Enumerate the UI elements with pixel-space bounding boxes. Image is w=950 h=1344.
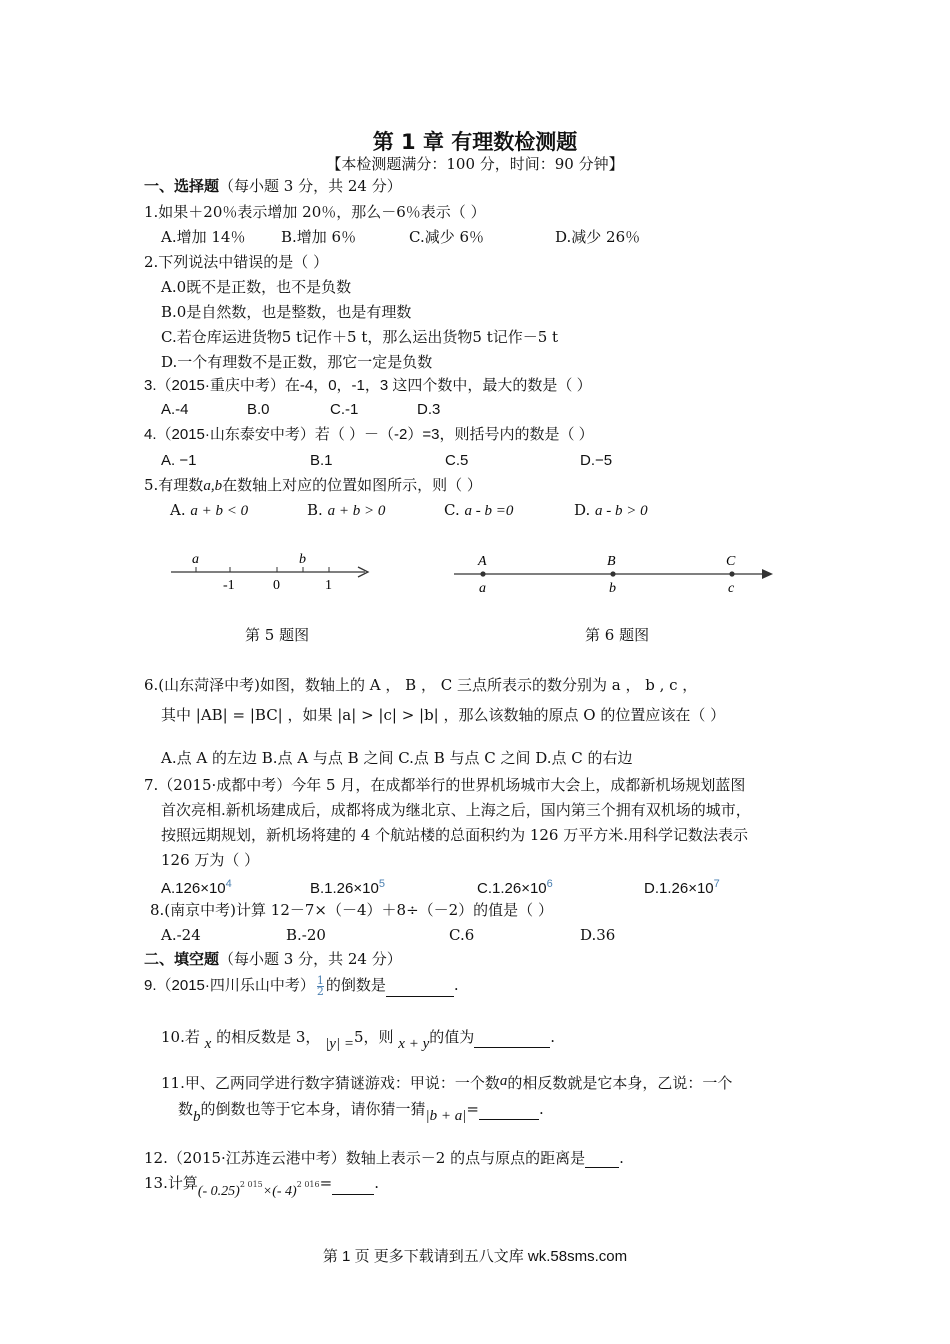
q11-l1-post: 的相反数就是它本身，乙说：一个 bbox=[507, 1074, 733, 1092]
q7-option-d-exp: 7 bbox=[713, 878, 720, 890]
q7-option-a-exp: 4 bbox=[225, 878, 232, 890]
q5-option-b-label: B. bbox=[307, 501, 323, 519]
q3-stem: 3.（2015·重庆中考）在-4，0，-1，3 这四个数中，最大的数是（ ） bbox=[144, 377, 592, 394]
section-2-note: （每小题 3 分，共 24 分） bbox=[219, 950, 402, 968]
q2-option-c: C.若仓库运进货物5 t记作＋5 t，那么运出货物5 t记作－5 t bbox=[161, 328, 559, 346]
q7-option-c-exp: 6 bbox=[546, 878, 553, 890]
q7-line-1: 7.（2015·成都中考）今年 5 月，在成都举行的世界机场城市大会上，成都新机场规划蓝图 bbox=[144, 776, 746, 794]
q11-abs: |b + a| bbox=[425, 1108, 467, 1124]
q8-option-d: D.36 bbox=[580, 926, 616, 944]
q13-mid: ×(- 4) bbox=[262, 1184, 297, 1199]
q11-answer-blank bbox=[479, 1119, 539, 1120]
q3-option-b: B.0 bbox=[247, 401, 270, 418]
q11-a: a bbox=[499, 1073, 508, 1089]
q3-option-a: A.-4 bbox=[161, 401, 189, 418]
q11-l1-pre: 11.甲、乙两同学进行数字猜谜游戏：甲说：一个数 bbox=[161, 1074, 500, 1092]
figure-6-caption: 第 6 题图 bbox=[585, 626, 650, 644]
q11-l2-pre: 数 bbox=[178, 1100, 194, 1118]
section-2-heading bbox=[144, 949, 402, 969]
fig6-label-B: B bbox=[607, 554, 616, 569]
q11-line-2: 数b的倒数也等于它本身，请你猜一猜|b + a|= . bbox=[178, 1100, 544, 1125]
q13-exp1: 2 015 bbox=[239, 1180, 263, 1189]
q9-answer-blank bbox=[386, 996, 454, 997]
q4-option-b: B.1 bbox=[310, 452, 333, 469]
q6-line-2: 其中 |AB| = |BC| ，如果 |a| > |c| > |b| ，那么该数轴的原点 O 的位置应该在（ ） bbox=[161, 706, 726, 724]
q1-stem: 1.如果＋20％表示增加 20％，那么－6％表示（ ） bbox=[144, 203, 486, 221]
q4-option-d: D.−5 bbox=[580, 452, 613, 469]
figure-6-number-line bbox=[450, 548, 780, 600]
q10-pre: 10.若 bbox=[161, 1028, 200, 1046]
q7-option-b bbox=[310, 874, 385, 899]
q7-line-3: 按照远期规划，新机场将建的 4 个航站楼的总面积约为 126 万平方米.用科学记数法表示 bbox=[161, 826, 749, 844]
q12-answer-blank bbox=[585, 1167, 619, 1168]
figure-5-caption: 第 5 题图 bbox=[245, 626, 310, 644]
q5-stem bbox=[144, 475, 482, 496]
q12-text: 12.（2015·江苏连云港中考）数轴上表示－2 的点与原点的距离是 bbox=[144, 1149, 586, 1167]
q13-answer-blank bbox=[332, 1194, 374, 1195]
q13-pre: 13.计算 bbox=[144, 1174, 198, 1192]
q10-expr: x + y bbox=[398, 1036, 430, 1052]
q13-exp2: 2 016 bbox=[296, 1180, 320, 1189]
section-1-heading bbox=[144, 176, 402, 196]
q7-option-d bbox=[644, 874, 720, 899]
page-subtitle: 【本检测题满分：100 分，时间：90 分钟】 bbox=[326, 155, 624, 173]
fig6-label-b: b bbox=[609, 581, 616, 596]
q8-stem: 8.(南京中考)计算 12－7×（－4）＋8÷（－2）的值是（ ） bbox=[150, 901, 553, 919]
q8-option-a: A.-24 bbox=[161, 926, 201, 944]
fig6-arrow-icon bbox=[762, 569, 773, 579]
q10-abs-y: |y| = bbox=[325, 1036, 354, 1052]
q6-options: A.点 A 的左边 B.点 A 与点 B 之间 C.点 B 与点 C 之间 D.点 C 的右边 bbox=[161, 749, 633, 767]
q5-option-c-label: C. bbox=[444, 501, 460, 519]
q13-post: = bbox=[319, 1174, 333, 1192]
q9-frac-den: 2 bbox=[316, 984, 324, 998]
q7-line-2: 首次亮相.新机场建成后，成都将成为继北京、上海之后，国内第三个拥有双机场的城市， bbox=[161, 801, 751, 819]
q5-option-a-expr: a + b < 0 bbox=[190, 503, 249, 519]
q13-expr1: (- 0.25) bbox=[197, 1184, 240, 1199]
q5-option-c-expr: a - b =0 bbox=[464, 503, 514, 519]
q7-option-b-exp: 5 bbox=[378, 878, 385, 890]
q11-line-1 bbox=[161, 1073, 732, 1094]
page-footer: 第 1 页 更多下载请到五八文库 wk.58sms.com bbox=[322, 1248, 628, 1265]
q3-option-d: D.3 bbox=[417, 401, 441, 418]
q9-frac-num: 1 bbox=[316, 973, 324, 987]
fig6-point-a bbox=[480, 571, 485, 576]
q1-option-d: D.减少 26％ bbox=[555, 228, 641, 246]
q10-post: 的值为 bbox=[429, 1028, 475, 1046]
q9-line: 9.（2015·四川乐山中考） $\frac{1}{2}$ 的倒数是 . bbox=[144, 973, 459, 998]
q11-l2-mid: 的倒数也等于它本身，请你猜一猜 bbox=[200, 1100, 426, 1118]
q8-option-c: C.6 bbox=[449, 926, 475, 944]
q7-option-d-base: D.1.26×10 bbox=[644, 880, 714, 897]
q11-l2-post: = bbox=[466, 1100, 479, 1118]
q7-option-a bbox=[161, 874, 232, 899]
fig6-label-C: C bbox=[726, 554, 736, 569]
fig6-point-b bbox=[610, 571, 615, 576]
q5-option-d bbox=[574, 500, 648, 521]
section-2-label: 二、填空题 bbox=[144, 950, 220, 968]
fig6-label-c: c bbox=[728, 581, 735, 596]
q2-option-b: B.0是自然数，也是整数，也是有理数 bbox=[161, 303, 412, 321]
q9-fraction bbox=[316, 973, 324, 998]
fig6-label-a: a bbox=[479, 581, 486, 596]
q9-post: 的倒数是 bbox=[325, 976, 386, 994]
q1-option-c: C.减少 6％ bbox=[409, 228, 485, 246]
q7-option-c bbox=[477, 874, 553, 899]
q5-option-a bbox=[170, 500, 248, 521]
q7-option-c-base: C.1.26×10 bbox=[477, 880, 547, 897]
section-1-note: （每小题 3 分，共 24 分） bbox=[219, 177, 402, 195]
q7-line-4: 126 万为（ ） bbox=[161, 851, 260, 869]
fig5-label-a: a bbox=[192, 552, 199, 567]
q2-option-a: A.0既不是正数，也不是负数 bbox=[161, 278, 352, 296]
q10-x: x bbox=[204, 1036, 212, 1052]
q7-option-a-base: A.126×10 bbox=[161, 880, 226, 897]
q13-line: 13.计算(- 0.25)$^{2 015}$×(- 4)$^{2 016}$= . bbox=[144, 1174, 379, 1199]
q8-option-b: B.-20 bbox=[286, 926, 326, 944]
q5-option-b-expr: a + b > 0 bbox=[327, 503, 386, 519]
q1-option-b: B.增加 6％ bbox=[281, 228, 357, 246]
q5-stem-var: a,b bbox=[203, 478, 223, 494]
q4-option-a: A. −1 bbox=[161, 452, 197, 469]
fig5-label-b: b bbox=[299, 552, 306, 567]
q2-option-d: D.一个有理数不是正数，那它一定是负数 bbox=[161, 353, 433, 371]
q7-option-b-base: B.1.26×10 bbox=[310, 880, 379, 897]
fig5-tick-label-0: 0 bbox=[273, 578, 280, 593]
figure-5-number-line bbox=[165, 545, 380, 600]
q5-option-d-expr: a - b > 0 bbox=[595, 503, 648, 519]
page-title: 第 1 章 有理数检测题 bbox=[372, 130, 578, 154]
q5-stem-post: 在数轴上对应的位置如图所示，则（ ） bbox=[222, 476, 482, 494]
q10-answer-blank bbox=[474, 1047, 550, 1048]
fig5-tick-label-1: 1 bbox=[325, 578, 332, 593]
fig5-tick-label-m1: -1 bbox=[223, 578, 235, 593]
q2-stem: 2.下列说法中错误的是（ ） bbox=[144, 253, 329, 271]
q5-option-c bbox=[444, 500, 513, 521]
q1-option-a: A.增加 14％ bbox=[161, 228, 246, 246]
q5-option-d-label: D. bbox=[574, 501, 591, 519]
q4-stem: 4.（2015·山东泰安中考）若（ ）－（-2）=3，则括号内的数是（ ） bbox=[144, 426, 594, 443]
fig6-point-c bbox=[729, 571, 734, 576]
q3-option-c: C.-1 bbox=[330, 401, 359, 418]
q6-line-1: 6.(山东菏泽中考)如图，数轴上的 A ， B ， C 三点所表示的数分别为 a ， b , c ， bbox=[144, 676, 698, 694]
q5-option-a-label: A. bbox=[170, 501, 186, 519]
q11-b: b bbox=[193, 1109, 201, 1125]
q12-line: 12.（2015·江苏连云港中考）数轴上表示－2 的点与原点的距离是 . bbox=[144, 1149, 624, 1167]
q4-option-c: C.5 bbox=[445, 452, 469, 469]
q9-pre: 9.（2015·四川乐山中考） bbox=[144, 977, 315, 994]
q10-mid2: 5，则 bbox=[353, 1028, 394, 1046]
fig6-label-A: A bbox=[478, 554, 487, 569]
q5-stem-pre: 5.有理数 bbox=[144, 476, 204, 494]
q10-line: 10.若 x 的相反数是 3， |y| =5，则 x + y的值为 . bbox=[161, 1028, 556, 1052]
q5-option-b bbox=[307, 500, 385, 521]
section-1-label: 一、选择题 bbox=[144, 177, 220, 195]
q10-mid1: 的相反数是 3， bbox=[216, 1028, 321, 1046]
